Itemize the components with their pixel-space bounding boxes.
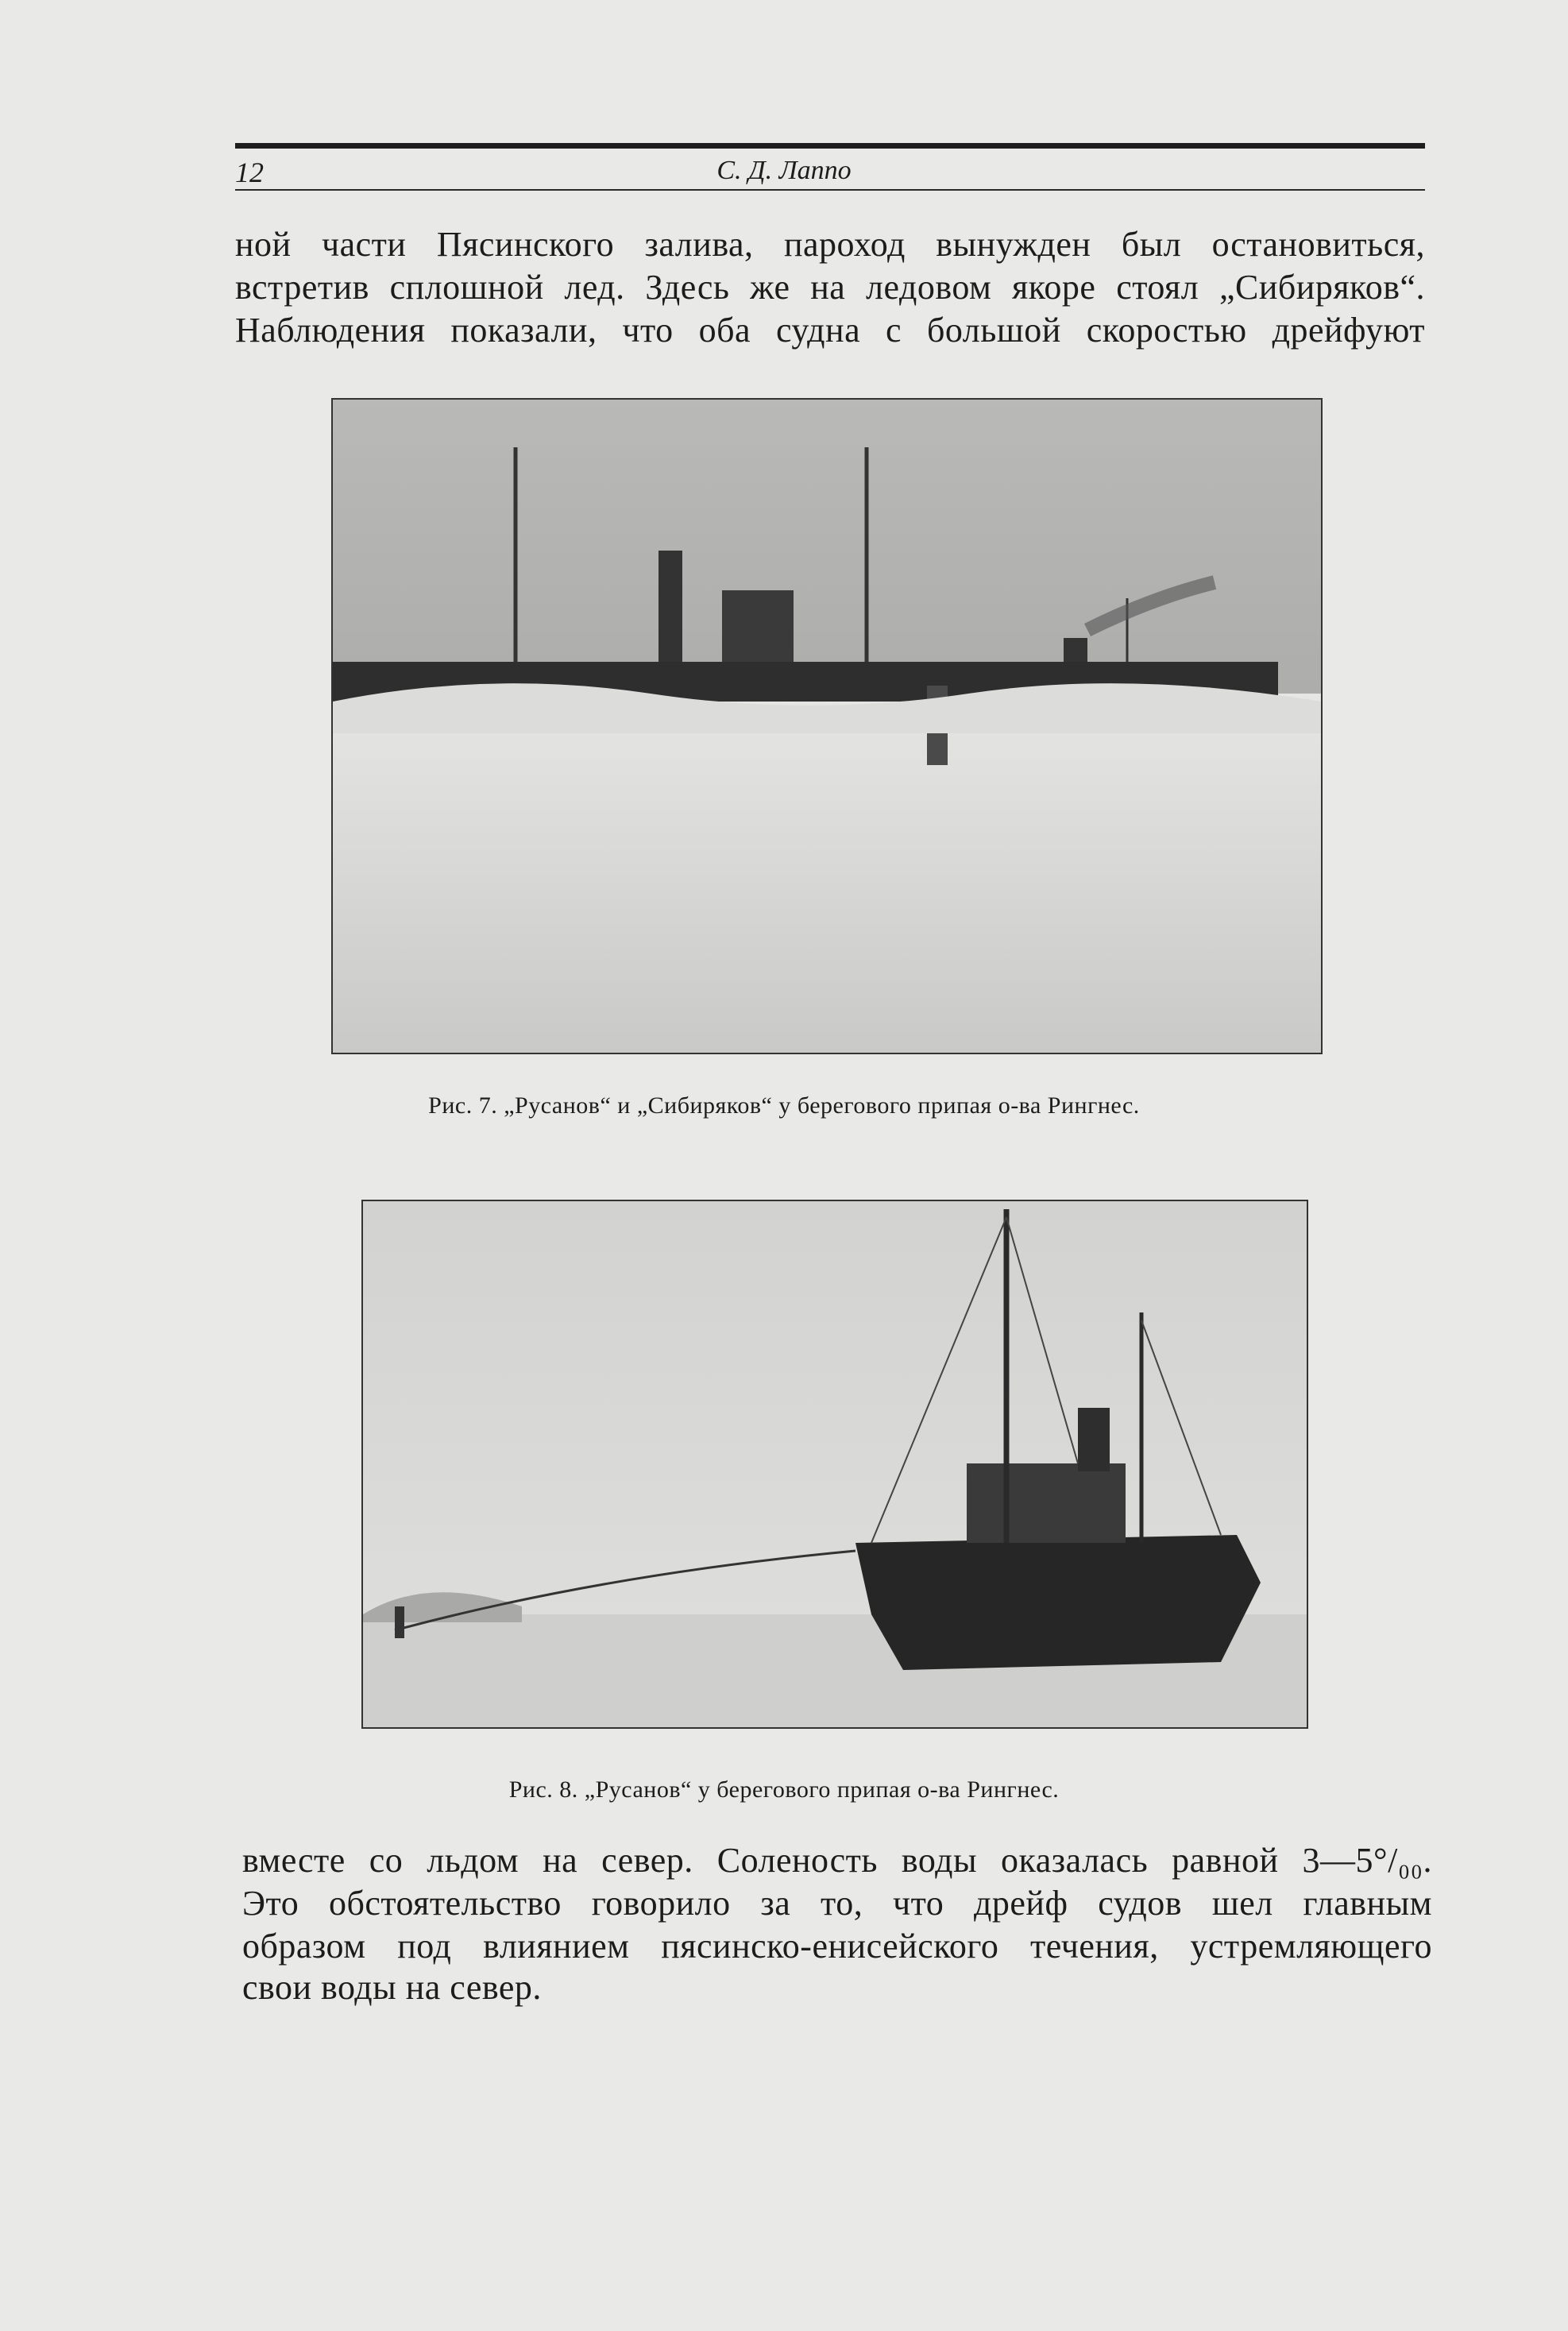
header-rule-top (235, 143, 1425, 149)
figure-7-caption: Рис. 7. „Русанов“ и „Сибиряков“ у берегового припая о-ва Рингнес. (428, 1092, 1140, 1119)
text-line: Это обстоятельство говорило за то, что дрейф судов шел главным (242, 1884, 1432, 1923)
text-line: образом под влиянием пясинско-енисейского течения, устремляющего (242, 1927, 1432, 1966)
page-number: 12 (235, 157, 264, 188)
text-line: свои воды на север. (242, 1968, 542, 2007)
figure-8-caption: Рис. 8. „Русанов“ у берегового припая о-ва Рингнес. (508, 1776, 1060, 1803)
figure-8-photo (361, 1200, 1308, 1729)
header-rule-bottom (235, 189, 1425, 191)
text-line: Наблюдения показали, что оба судна с большой скоростью дрейфуют (235, 311, 1425, 350)
running-title: С. Д. Лаппо (716, 156, 852, 185)
text-line: вместе со льдом на север. Соленость воды оказалась равной 3—5°/₀₀. (242, 1841, 1432, 1880)
text-line: ной части Пясинского залива, пароход вынужден был остановиться, (235, 225, 1425, 264)
text-line: встретив сплошной лед. Здесь же на ледовом якоре стоял „Сибиряков“. (235, 268, 1425, 307)
figure-7-photo (331, 398, 1323, 1054)
